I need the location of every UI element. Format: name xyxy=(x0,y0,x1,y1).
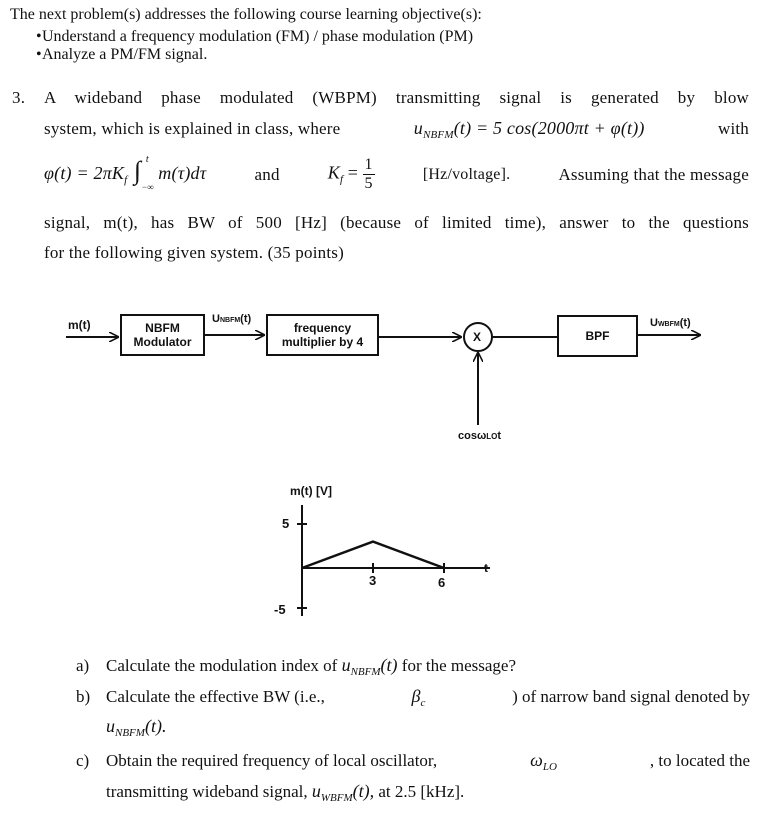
multiplier-line-1: frequency xyxy=(293,321,352,335)
question-c-line-2: transmitting wideband signal, $u_{WBFM}(t)$, at 2.5 [kHz]. xyxy=(106,781,465,804)
kf-equation: $K_f$ = $\frac{1}{5}$ xyxy=(327,156,373,192)
y-tick-label-5: 5 xyxy=(282,516,290,531)
objective-text: Understand a frequency modulation (FM) / phase modulation (PM) xyxy=(42,28,474,45)
x-tick-label-3: 3 xyxy=(369,573,377,588)
line3-suffix: Assuming that the message xyxy=(558,164,749,184)
nbfm-line-2: Modulator xyxy=(133,335,192,349)
bullet-icon: • xyxy=(36,46,42,63)
question-a: a) Calculate the modulation index of $u_{NBFM}(t)$ for the message? xyxy=(76,655,517,678)
bpf-label: BPF xyxy=(585,329,610,343)
u-nbfm-label: UNBFM(t) xyxy=(212,313,252,325)
line2-suffix: with xyxy=(717,119,749,138)
u-nbfm-equation: $u_{NBFM}(t) = 5$ cos(2000πt + φ(t)) xyxy=(413,118,645,141)
problem-line-5: for the following given system. (35 points) xyxy=(44,243,344,262)
output-label: UWBFM(t) xyxy=(650,317,691,329)
objective-intro: The next problem(s) addresses the following course learning objective(s): xyxy=(10,6,482,23)
kf-unit: [Hz/voltage]. xyxy=(422,165,511,183)
question-b: b) Calculate the effective BW (i.e., $\beta_c$ ) of narrow band signal denoted by xyxy=(76,686,750,709)
multiplier-line-2: multiplier by 4 xyxy=(281,335,364,349)
line2-prefix: system, which is explained in class, where xyxy=(44,119,341,138)
input-label: m(t) xyxy=(68,318,91,332)
plot-xlabel: t xyxy=(484,561,488,575)
plot-ylabel: m(t) [V] xyxy=(290,484,332,498)
problem-line-4: signal, m(t), has BW of 500 [Hz] (because of limited time), answer to the questions xyxy=(44,213,749,232)
and-word: and xyxy=(254,164,280,184)
y-tick-label-neg5: -5 xyxy=(274,602,286,617)
lo-label: cosωLOt xyxy=(458,430,502,442)
bullet-icon: • xyxy=(36,28,42,45)
mixer-symbol: X xyxy=(473,330,482,344)
problem-number: 3. xyxy=(12,88,26,107)
problem-line-1: A wideband phase modulated (WBPM) transmitting signal is generated by blow xyxy=(44,88,749,107)
objective-text: Analyze a PM/FM signal. xyxy=(42,46,208,63)
nbfm-line-1: NBFM xyxy=(145,321,180,335)
question-b-var: $u_{NBFM}(t)$. xyxy=(106,716,167,739)
phi-equation: $\varphi(t) = 2\pi K_f$ ∫ t −∞ m(τ)dτ xyxy=(44,153,207,192)
question-c: c) Obtain the required frequency of local oscillator, $\omega_{LO}$ , to located the xyxy=(76,750,750,773)
x-tick-label-6: 6 xyxy=(438,575,446,590)
